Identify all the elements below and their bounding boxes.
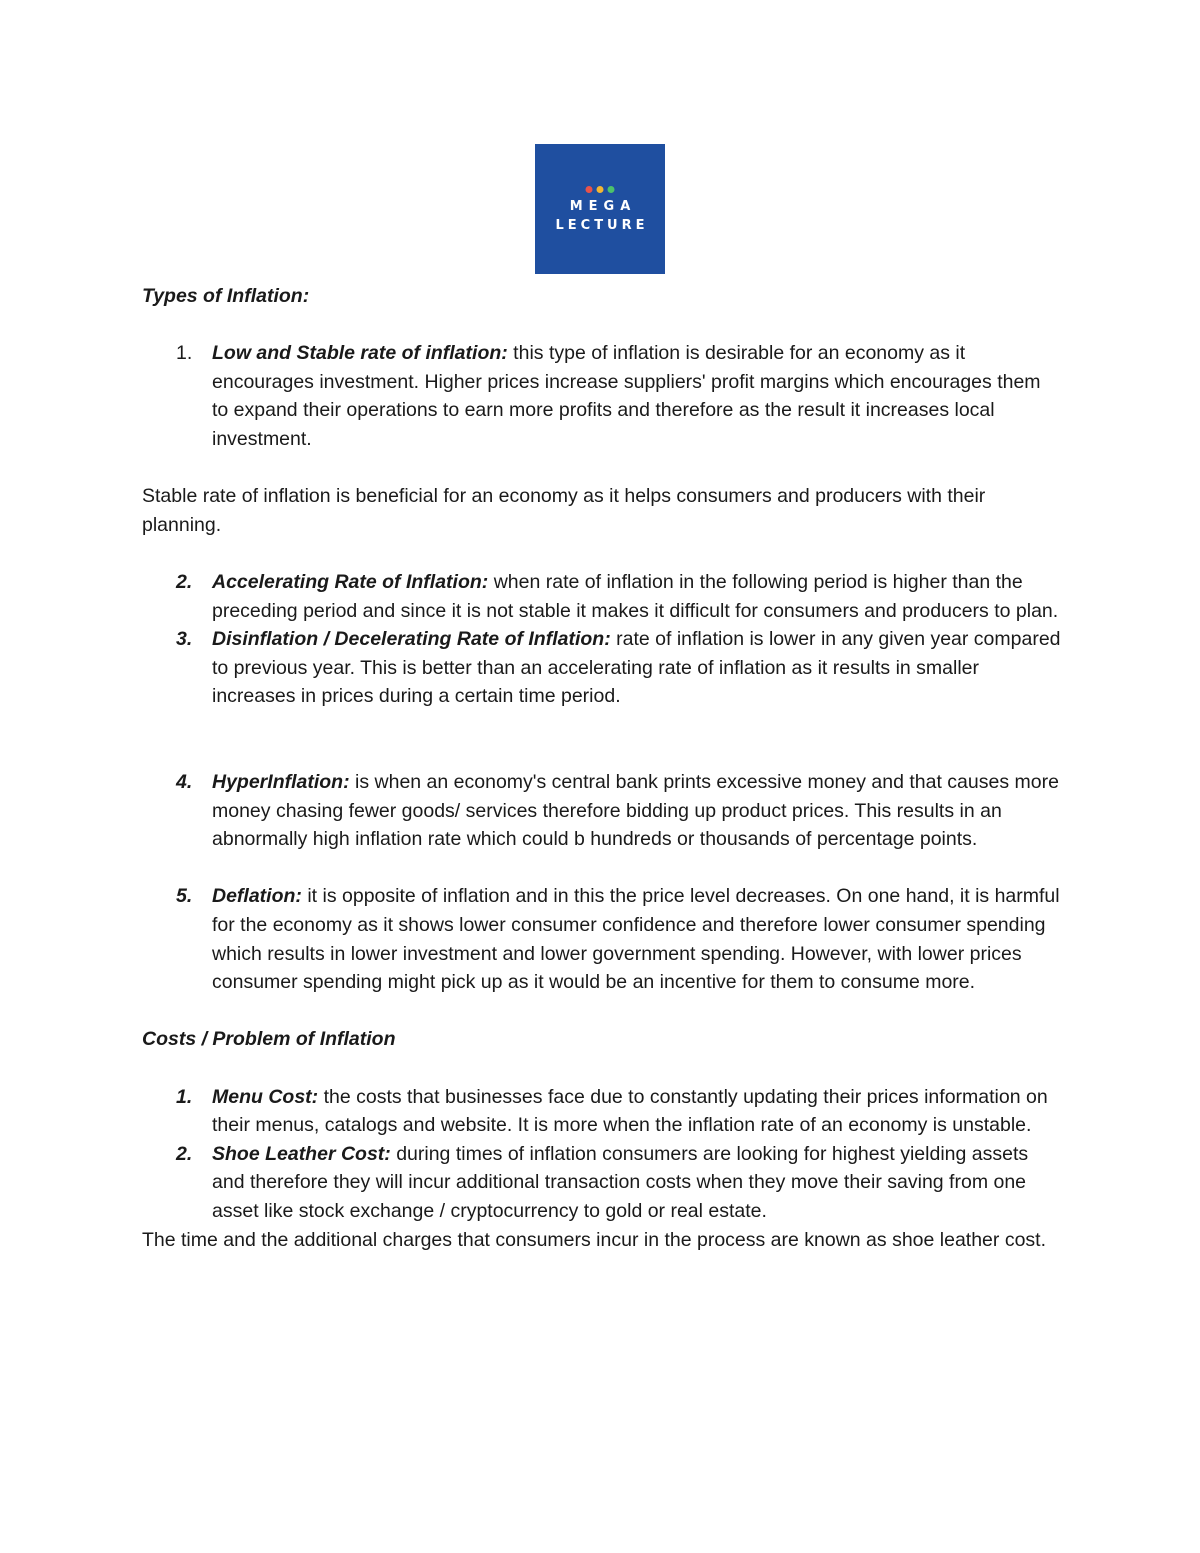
types-list-a	[142, 339, 1062, 453]
costs-list	[142, 1083, 1062, 1226]
item-number: 2.	[176, 570, 193, 593]
item-term: Deflation:	[212, 885, 302, 908]
item-text: is when an economy's central bank prints excessive money and that causes more money chasing fewer goods/ services therefore bidding up product prices. This results in an abnormally high inflation rate which could b hundreds or thousands of percentage points.	[212, 771, 1059, 851]
item-term: Shoe Leather Cost:	[212, 1142, 391, 1165]
logo-dot-green	[608, 186, 615, 193]
item-number: 1.	[176, 342, 193, 365]
item-number: 2.	[176, 1142, 193, 1165]
document-body	[142, 282, 1062, 1254]
types-list-b	[142, 568, 1062, 997]
item-number: 5.	[176, 885, 193, 908]
closing-note: The time and the additional charges that consumers incur in the process are known as shoe leather cost.	[142, 1228, 1046, 1251]
list-item	[142, 882, 1062, 996]
logo-word-mega: MEGA	[569, 199, 637, 214]
item-text: the costs that businesses face due to constantly updating their prices information on their menus, catalogs and website. It is more when the inflation rate of an economy is unstable.	[212, 1085, 1048, 1137]
list-item	[142, 339, 1062, 453]
mega-lecture-logo	[535, 144, 665, 274]
list-item	[142, 1140, 1062, 1226]
item-text: rate of inflation is lower in any given year compared to previous year. This is better than an accelerating rate of inflation as it results in smaller increases in prices during a certain time period.	[212, 628, 1061, 708]
item-number: 3.	[176, 628, 193, 651]
list-item	[142, 768, 1062, 854]
item-text: it is opposite of inflation and in this the price level decreases. On one hand, it is harmful for the economy as it shows lower consumer confidence and therefore lower consumer spending which results in lower investment and lower government spending. However, with lower prices consumer spending might pick up as it would be an incentive for them to consume more.	[212, 885, 1060, 994]
item-term: Disinflation / Decelerating Rate of Inflation:	[212, 628, 611, 651]
types-heading: Types of Inflation:	[142, 285, 310, 307]
logo-dot-red	[586, 186, 593, 193]
list-item	[142, 625, 1062, 711]
item-text: this type of inflation is desirable for an economy as it encourages investment. Higher prices increase suppliers' profit margins which encourages them to expand their operations to earn more profits and therefore as the result it increases local investment.	[212, 342, 1041, 450]
item-term: HyperInflation:	[212, 771, 350, 794]
item-text: when rate of inflation in the following period is higher than the preceding period and since it is not stable it makes it difficult for consumers and producers to plan.	[212, 570, 1059, 622]
costs-heading: Costs / Problem of Inflation	[142, 1028, 396, 1051]
item-term: Menu Cost:	[212, 1085, 319, 1108]
item-number: 1.	[176, 1085, 193, 1108]
item-term: Low and Stable rate of inflation:	[212, 342, 508, 365]
item-text: during times of inflation consumers are looking for highest yielding assets and therefore they will incur additional transaction costs when they move their saving from one asset like stock exchange / cryptocurrency to gold or real estate.	[212, 1142, 1029, 1222]
list-item	[142, 568, 1062, 625]
logo-word-lecture: LECTURE	[555, 218, 649, 233]
item-term: Accelerating Rate of Inflation:	[212, 570, 489, 593]
logo-dots	[586, 186, 615, 193]
item-number: 4.	[176, 771, 193, 794]
stable-note: Stable rate of inflation is beneficial for an economy as it helps consumers and producers with their planning.	[142, 485, 986, 536]
logo-dot-yellow	[597, 186, 604, 193]
list-item	[142, 1083, 1062, 1140]
